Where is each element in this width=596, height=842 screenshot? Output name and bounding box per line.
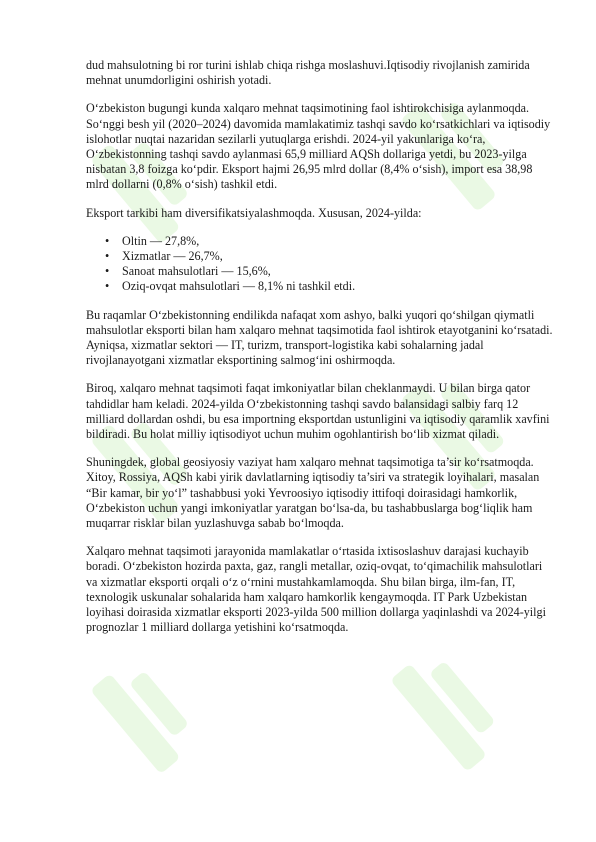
paragraph-5: Biroq, xalqaro mehnat taqsimoti faqat imkoniyatlar bilan cheklanmaydi. U bilan birga qator tahdidlar ham keladi. 2024-yilda O‘zbekistonning tashqi savdo balansidagi salbiy farq 12 milliard dollardan oshdi, bu esa importning eksportdan ustunligini va iqtisodiy qaramlik xavfini bildiradi. Bu holat milliy iqtisodiyot uchun muhim ogohlantirish bo‘lib xizmat qiladi. [86, 381, 550, 442]
list-item: • Oziq-ovqat mahsulotlari — 8,1% ni tashkil etdi. [122, 279, 554, 294]
paragraph-2: O‘zbekiston bugungi kunda xalqaro mehnat taqsimotining faol ishtirokchisiga aylanmoqda. So‘nggi besh yil (2020–2024) davomida mamlakatimiz tashqi savdo ko‘rsatkichlari va iqtisodiy islohotlar nuqtai nazaridan sezilarli yutuqlarga erishdi. 2024-yil yakunlariga ko‘ra, O‘zbekistonning tashqi savdo aylanmasi 65,9 milliard AQSh dollariga yetdi, bu 2023-yilga nisbatan 3,8 foizga ko‘pdir. Eksport hajmi 26,95 mlrd dollar (8,4% o‘sish), import esa 38,98 mlrd dollarni (0,8% o‘sish) tashkil etdi. [86, 101, 551, 192]
list-item: • Oltin — 27,8%, [122, 234, 554, 249]
document-body [86, 58, 554, 649]
paragraph-7: Xalqaro mehnat taqsimoti jarayonida mamlakatlar o‘rtasida ixtisoslashuv darajasi kuchayib boradi. O‘zbekiston hozirda paxta, gaz, rangli metallar, oziq-ovqat, to‘qimachilik mahsulotlari va xizmatlar eksporti orqali o‘z o‘rnini mustahkamlamoqda. Shu bilan birga, ilm-fan, IT, texnologik uskunalar sohalarida ham xalqaro hamkorlik kengaymoqda. IT Park Uzbekistan loyihasi doirasida xizmatlar eksporti 2023-yilda 500 million dollarga yaqinlashdi va 2024-yilgi prognozlar 1 milliard dollarga yetishini ko‘rsatmoqda. [86, 544, 546, 635]
paragraph-3: Eksport tarkibi ham diversifikatsiyalashmoqda. Xususan, 2024-yilda: [86, 205, 422, 220]
paragraph-1: dud mahsulotning bi ror turini ishlab chiqa rishga moslashuvi.Iqtisodiy rivojlanish zamirida mehnat unumdorligini oshirish yotadi. [86, 58, 530, 88]
list-item: • Sanoat mahsulotlari — 15,6%, [122, 264, 554, 279]
export-structure-list [86, 234, 554, 295]
paragraph-6: Shuningdek, global geosiyosiy vaziyat ham xalqaro mehnat taqsimotiga ta’sir ko‘rsatmoqda. Xitoy, Rossiya, AQSh kabi yirik davlatlarning iqtisodiy ta’siri va strategik loyihalari, masalan “Bir kamar, bir yo‘l” tashabbusi yoki Yevroosiyo iqtisodiy ittifoqi doirasidagi hamkorlik, O‘zbekiston uchun yangi imkoniyatlar yaratgan bo‘lsa-da, bu tashabbuslarga bog‘liqlik ham muqarrar risklar bilan yuzlashuvga sabab bo‘lmoqda. [86, 455, 540, 531]
paragraph-4: Bu raqamlar O‘zbekistonning endilikda nafaqat xom ashyo, balki yuqori qo‘shilgan qiymatli mahsulotlar eksporti bilan ham xalqaro mehnat taqsimotida faol ishtirok etayotganini ko‘rsatadi. Ayniqsa, xizmatlar sektori — IT, turizm, transport-logistika kabi sohalarning jadal rivojlanayotgani xizmatlar eksportining salmog‘ini oshirmoqda. [86, 307, 553, 368]
list-item: • Xizmatlar — 26,7%, [122, 249, 554, 264]
